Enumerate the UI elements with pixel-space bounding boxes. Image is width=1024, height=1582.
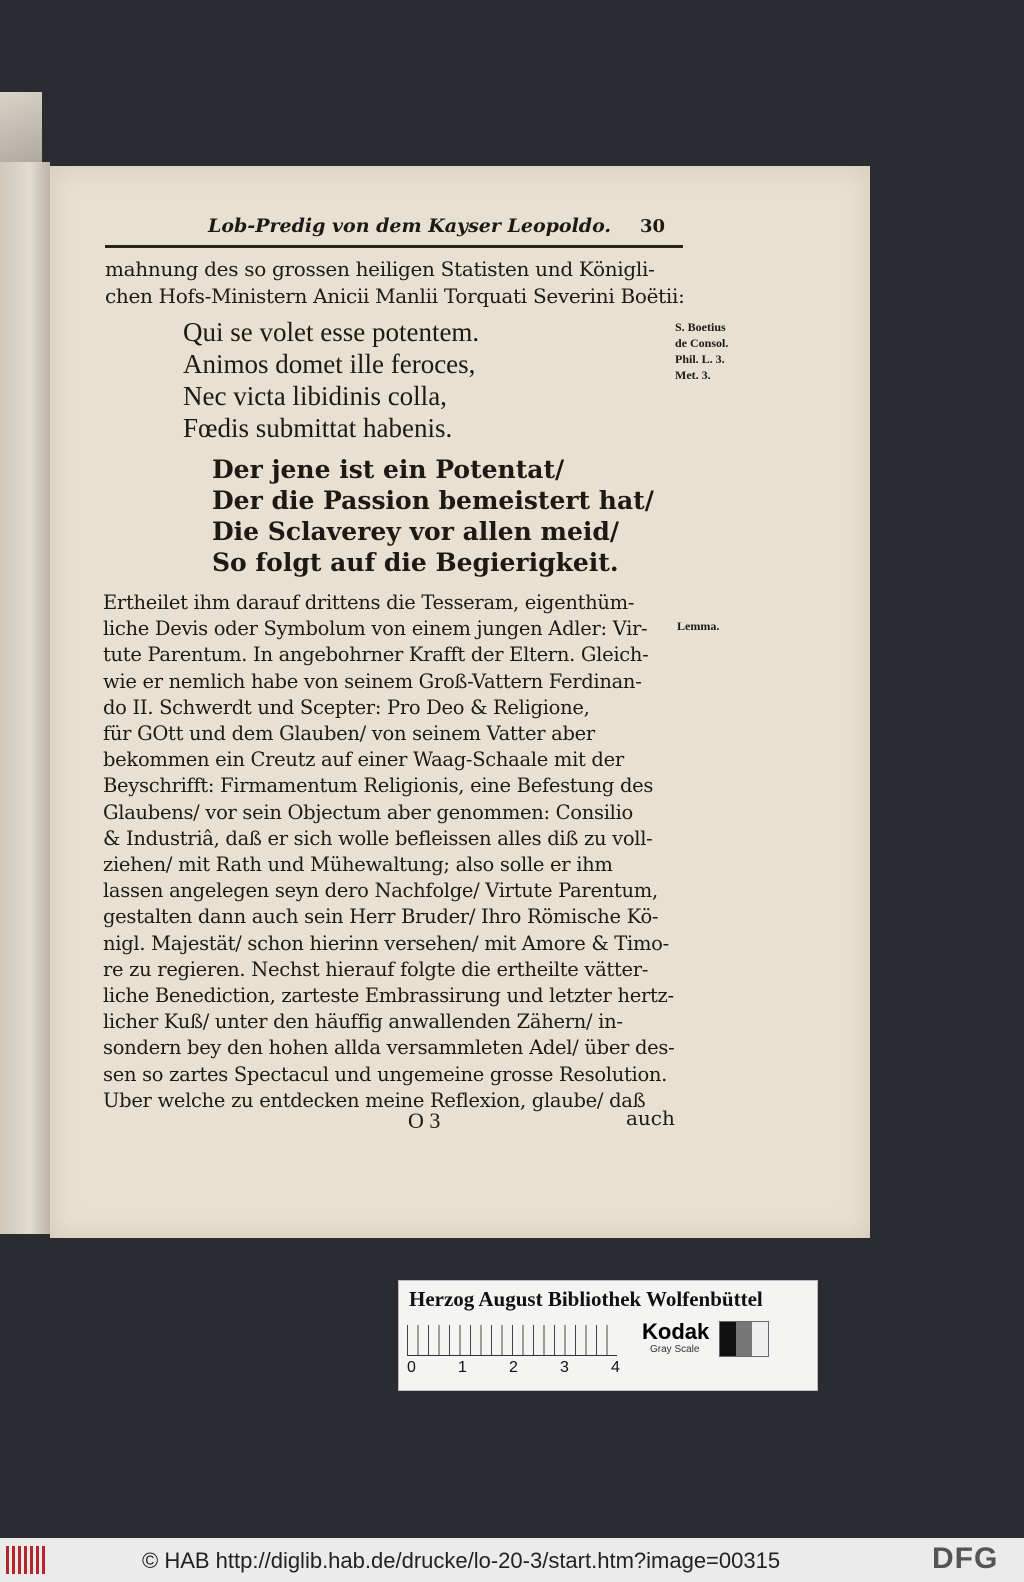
page-number: 30 xyxy=(640,216,666,237)
citation-line: Phil. L. 3. xyxy=(675,352,725,366)
margin-lemma: Lemma. xyxy=(677,619,720,633)
footer-credit-link[interactable]: © HAB http://diglib.hab.de/drucke/lo-20-3/start.htm?image=00315 xyxy=(142,1548,781,1573)
text-line: nigl. Majestät/ schon hierinn versehen/ mit Amore & Timo- xyxy=(103,931,669,955)
scale-number: 3 xyxy=(560,1359,569,1376)
text-line: mahnung des so grossen heiligen Statisten und Königli- xyxy=(105,257,655,281)
text-line: Ertheilet ihm darauf drittens die Tesseram, eigenthüm- xyxy=(103,591,635,614)
book-page xyxy=(50,166,870,1238)
text-line: Beyschrifft: Firmamentum Religionis, eine Befestung des xyxy=(103,774,654,798)
verse-line: So folgt auf die Begierigkeit. xyxy=(212,548,619,577)
adjacent-page xyxy=(0,162,50,1234)
german-verse xyxy=(212,454,654,578)
ruler-scale xyxy=(407,1325,617,1356)
margin-citation xyxy=(675,319,728,383)
adjacent-page-edge-top xyxy=(0,92,42,172)
verse-line: Der jene ist ein Potentat/ xyxy=(212,455,565,484)
text-line: ziehen/ mit Rath und Mühewaltung; also solle er ihm xyxy=(103,853,613,877)
intro-lines xyxy=(105,256,685,310)
text-line: chen Hofs-Ministern Anicii Manlii Torquati Severini Boëtii: xyxy=(105,284,685,308)
hab-logo-icon xyxy=(6,1546,46,1574)
text-line: für GOtt und dem Glauben/ von seinem Vatter aber xyxy=(103,722,595,746)
text-line: do II. Schwerdt und Scepter: Pro Deo & Religione, xyxy=(103,695,590,719)
verse-line: Die Sclaverey vor allen meid/ xyxy=(212,517,620,546)
text-line: tute Parentum. In angebohrner Krafft der Eltern. Gleich- xyxy=(103,643,649,667)
library-name: Herzog August Bibliothek Wolfenbüttel xyxy=(409,1287,763,1311)
footer-bar xyxy=(0,1538,1024,1582)
body-paragraph xyxy=(103,590,683,1114)
citation-line: S. Boetius xyxy=(675,320,726,334)
text-line: liche Devis oder Symbolum von einem jungen Adler: Vir- xyxy=(103,617,648,641)
scale-number: 0 xyxy=(407,1359,416,1376)
running-head: Lob-Predig von dem Kayser Leopoldo. xyxy=(208,215,612,237)
gray-scale-patch xyxy=(719,1321,769,1357)
text-line: re zu regieren. Nechst hierauf folgte die ertheilte vätter- xyxy=(103,957,649,981)
dfg-logo: DFG xyxy=(932,1542,999,1575)
signature-mark: O 3 xyxy=(408,1108,441,1133)
header-rule xyxy=(105,245,683,248)
scale-number: 1 xyxy=(458,1359,467,1376)
catchword: auch xyxy=(626,1106,675,1130)
citation-line: de Consol. xyxy=(675,336,729,350)
text-line: & Industriâ, daß er sich wolle befleissen alles diß zu voll- xyxy=(103,826,653,850)
library-color-card xyxy=(398,1280,818,1391)
scale-number: 2 xyxy=(509,1359,518,1376)
text-line: gestalten dann auch sein Herr Bruder/ Ihro Römische Kö- xyxy=(103,905,659,929)
kodak-subtitle: Gray Scale xyxy=(650,1344,700,1355)
latin-verse xyxy=(183,316,479,444)
verse-line: Nec victa libidinis colla, xyxy=(183,381,447,411)
text-line: licher Kuß/ unter den häuffig anwallenden Zähern/ in- xyxy=(103,1010,623,1034)
text-line: sondern bey den hohen allda versammleten Adel/ über des- xyxy=(103,1036,675,1060)
verse-line: Animos domet ille feroces, xyxy=(183,349,476,379)
text-line: Glaubens/ vor sein Objectum aber genommen: Consilio xyxy=(103,800,633,824)
scale-number: 4 xyxy=(611,1359,620,1376)
verse-line: Qui se volet esse potentem. xyxy=(183,317,480,347)
text-line: lassen angelegen seyn dero Nachfolge/ Virtute Parentum, xyxy=(103,879,658,903)
text-line: bekommen ein Creutz auf einer Waag-Schaale mit der xyxy=(103,748,624,772)
text-line: Uber welche zu entdecken meine Reflexion, glaube/ daß xyxy=(103,1088,646,1112)
text-line: liche Benediction, zarteste Embrassirung und letzter hertz- xyxy=(103,984,674,1008)
text-line: wie er nemlich habe von seinem Groß-Vattern Ferdinan- xyxy=(103,669,642,693)
verse-line: Der die Passion bemeistert hat/ xyxy=(212,486,654,515)
citation-line: Met. 3. xyxy=(675,368,711,382)
text-line: sen so zartes Spectacul und ungemeine grosse Resolution. xyxy=(103,1062,668,1086)
verse-line: Fœdis submittat habenis. xyxy=(183,413,453,443)
kodak-brand: Kodak xyxy=(642,1319,710,1344)
